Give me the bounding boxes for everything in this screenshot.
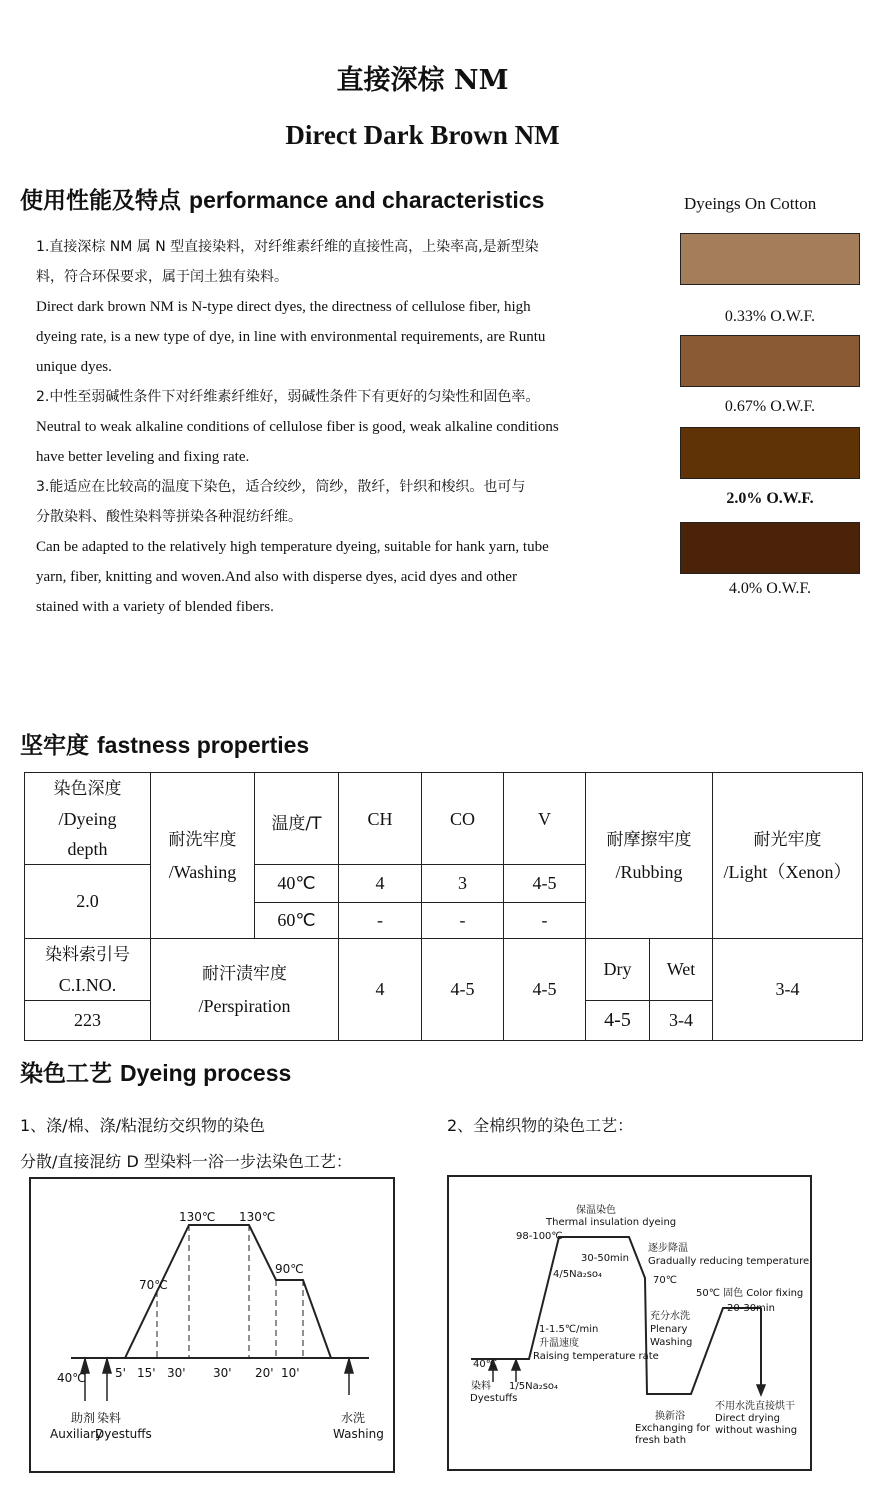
washing-label-en: /Washing [168,861,237,882]
dry-cn: 不用水洗直接烘干 [715,1401,795,1412]
swatch-label: 0.33% O.W.F. [724,308,816,325]
temp-label: 40℃ [57,1371,86,1385]
heat-rate-cn: 升温速度 [539,1338,579,1349]
heat-rate: 1-1.5℃/min [539,1324,599,1335]
dyestuffs-en: Dyestuffs [95,1427,152,1441]
heat-rate-en: Raising temperature rate [533,1351,659,1362]
rubbing-label-cell [586,773,713,939]
temp-60: 60℃ [255,903,339,939]
perf-line: have better leveling and fixing rate. [36,449,250,465]
ci-label-en: C.I.NO. [58,974,117,995]
light-label-cell [713,773,863,939]
top-temp: 98-100℃ [516,1231,563,1242]
v-60: - [504,903,586,939]
light-value: 3-4 [713,939,863,1041]
co-60: - [422,903,504,939]
fix-time: 20-30min [727,1303,775,1314]
swatch-label: 2.0% O.W.F. [726,490,814,507]
dyeings-title: Dyeings On Cotton [684,194,817,213]
dyeing-diagram-cotton [447,1175,812,1471]
perf-line: Can be adapted to the relatively high temperature dyeing, suitable for hank yarn, tube [36,539,549,555]
depth-label-cell [25,773,151,865]
v-40: 4-5 [504,865,586,903]
salt-second: 4/5Na₂so₄ [553,1269,603,1280]
depth-label-en: /Dyeing [58,808,117,829]
hold-cn: 保温染色 [576,1205,616,1216]
perf-line: Neutral to weak alkaline conditions of cellulose fiber is good, weak alkaline conditions [36,419,559,435]
dry-en1: Direct drying [715,1413,780,1424]
hold-time: 30-50min [581,1253,629,1264]
process-left-line2: 分散/直接混纺 D 型染料一浴一步法染色工艺： [20,1152,352,1171]
dry-en2: without washing [715,1425,798,1436]
hold-en: Thermal insulation dyeing [546,1217,677,1228]
cool-en: Gradually reducing temperature [648,1256,810,1267]
wet-label: Wet [650,939,713,1001]
bath-en2: fresh bath [635,1435,687,1446]
time-label: 30' [167,1366,186,1380]
performance-heading-cn: 使用性能及特点 [20,188,181,214]
ci-label-cn: 染料索引号 [45,944,130,965]
perspiration-label-cn: 耐汗渍牢度 [202,963,287,984]
color-fixing: 50℃ 固色 Color fixing [696,1288,804,1299]
washing-en: Washing [333,1427,384,1441]
perf-line: unique dyes. [36,359,112,375]
rubbing-label-cn: 耐摩擦牢度 [606,829,692,850]
wet-value: 3-4 [650,1001,713,1041]
title-english: Direct Dark Brown NM [285,120,560,150]
perf-line: 3.能适应在比较高的温度下染色，适合绞纱，筒纱，散纤，针织和梭织。也可与 [36,479,526,495]
light-label-cn: 耐光牢度 [753,829,822,850]
ch-header: CH [339,773,422,865]
performance-heading-en: performance and characteristics [189,187,545,213]
temp-label: 70℃ [139,1278,168,1292]
perf-line: 分散染料、酸性染料等拼染各种混纺纤维。 [36,509,302,525]
cool-cn: 逐步降温 [648,1243,688,1254]
dry-label: Dry [586,939,650,1001]
fastness-heading-en: fastness properties [97,732,310,758]
washing-cn: 水洗 [341,1411,366,1425]
performance-heading [20,182,544,215]
salt-first: 1/5Na₂so₄ [509,1381,559,1392]
dyestuffs-cn: 染料 [97,1411,122,1425]
fastness-heading [20,727,309,760]
process-heading [20,1055,291,1088]
temp-40: 40℃ [255,865,339,903]
fastness-table [24,772,863,1041]
perf-line: 料，符合环保要求，属于闰土独有染料。 [36,269,288,285]
fastness-heading-cn: 坚牢度 [20,733,89,759]
title-chinese: 直接深棕 NM [336,65,509,96]
persp-ch: 4 [339,939,422,1041]
process-heading-en: Dyeing process [120,1060,292,1086]
perf-line: dyeing rate, is a new type of dye, in line with environmental requirements, are Runtu [36,329,546,345]
perspiration-label-en: /Perspiration [198,995,291,1016]
time-label: 10' [281,1366,300,1380]
co-40: 3 [422,865,504,903]
rubbing-label-en: /Rubbing [615,861,683,882]
perf-line: yarn, fiber, knitting and woven.And also with disperse dyes, acid dyes and other [36,569,517,585]
washing-label-cn: 耐洗牢度 [168,829,237,850]
process-left-line1: 1、涤/棉、涤/粘混纺交织物的染色 [20,1116,265,1135]
perf-line: stained with a variety of blended fibers. [36,599,274,615]
wash-en1: Plenary [650,1324,688,1335]
persp-v: 4-5 [504,939,586,1041]
process-heading-cn: 染色工艺 [20,1061,112,1087]
color-swatch [680,427,860,479]
perf-line: 2.中性至弱碱性条件下对纤维素纤维好，弱碱性条件下有更好的匀染性和固色率。 [36,389,540,405]
wash-en2: Washing [650,1337,693,1348]
perf-line: Direct dark brown NM is N-type direct dyes, the directness of cellulose fiber, high [36,299,531,315]
co-header: CO [422,773,504,865]
diagram-cotton-svg [449,1177,810,1469]
perf-line: 1.直接深棕 NM 属 N 型直接染料，对纤维素纤维的直接性高，上染率高,是新型染 [36,239,539,255]
auxiliary-en: Auxiliary [50,1427,103,1441]
performance-text [36,232,651,622]
color-swatch [680,335,860,387]
bath-en1: Exchanging for [635,1423,711,1434]
dry-value: 4-5 [586,1001,650,1041]
time-label: 30' [213,1366,232,1380]
temp-label: 90℃ [275,1262,304,1276]
wash-cn: 充分水洗 [650,1311,690,1322]
auxiliary-cn: 助剂 [71,1411,96,1425]
dyeing-diagram-blend [29,1177,395,1473]
color-swatch [680,522,860,574]
ch-40: 4 [339,865,422,903]
temp-70: 70℃ [653,1275,677,1286]
persp-co: 4-5 [422,939,504,1041]
swatch-label: 4.0% O.W.F. [728,580,812,597]
ci-label-cell [25,939,151,1001]
temp-header: 温度/T [255,773,339,865]
temp-40: 40℃ [473,1359,497,1370]
color-swatch [680,233,860,285]
diagram-blend-svg [31,1179,393,1471]
time-label: 15' [137,1366,156,1380]
ch-60: - [339,903,422,939]
depth-label-en2: depth [67,838,108,859]
dye-en: Dyestuffs [470,1393,518,1404]
temp-label: 130℃ [239,1210,276,1224]
temp-label: 130℃ [179,1210,216,1224]
ci-value: 223 [25,1001,151,1041]
light-label-en: /Light（Xenon） [723,861,852,882]
time-label: 20' [255,1366,274,1380]
perspiration-label-cell [151,939,339,1041]
swatch-label: 0.67% O.W.F. [724,398,816,415]
dye-cn: 染料 [471,1381,491,1392]
time-label: 5' [115,1366,126,1380]
depth-value: 2.0 [25,865,151,939]
washing-label-cell [151,773,255,939]
depth-label-cn: 染色深度 [53,778,122,799]
process-right-line1: 2、全棉织物的染色工艺： [447,1116,634,1135]
v-header: V [504,773,586,865]
bath-cn: 换新浴 [655,1411,685,1422]
